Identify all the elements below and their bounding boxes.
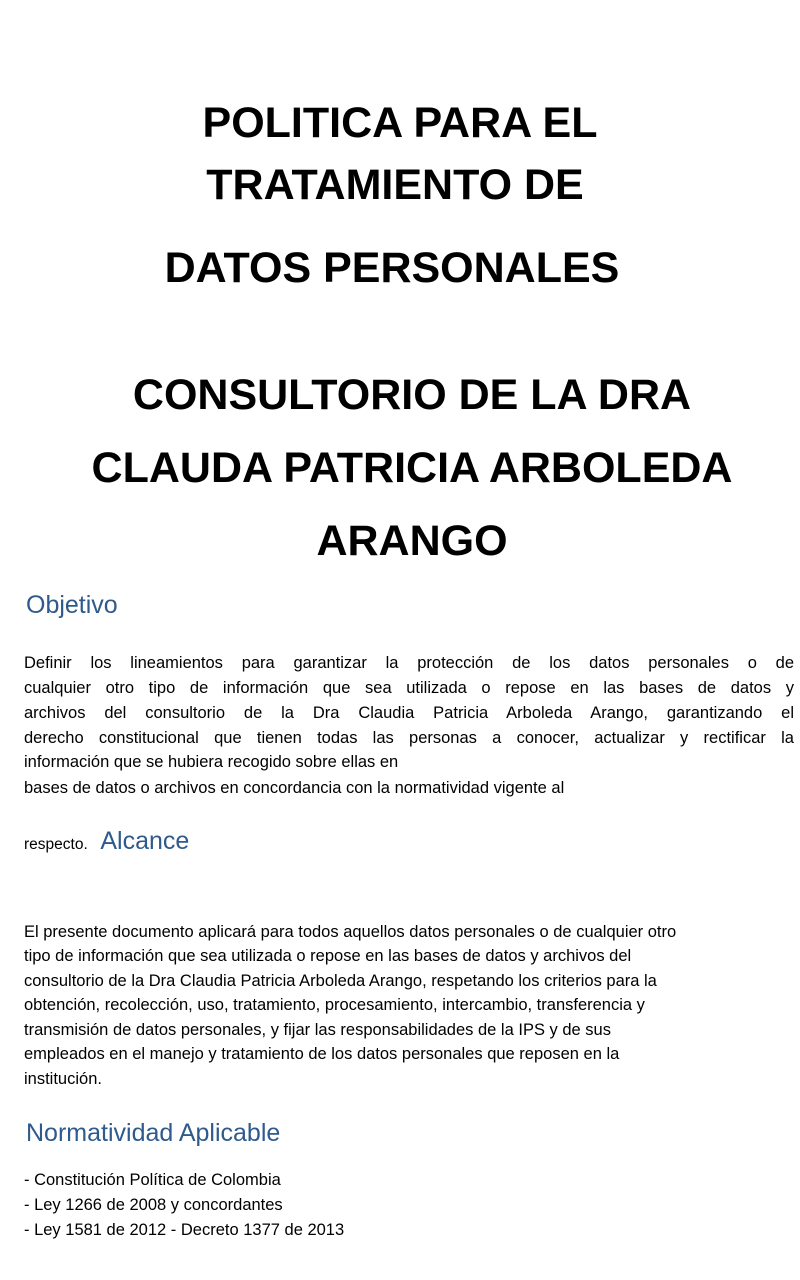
normatividad-list-item: - Ley 1266 de 2008 y concordantes <box>24 1196 283 1214</box>
document-title-line-1: POLITICA PARA EL <box>202 99 598 147</box>
document-title-line-2: TRATAMIENTO DE <box>206 161 584 209</box>
section-heading-normatividad: Normatividad Aplicable <box>26 1119 281 1147</box>
objetivo-text-line: información que se hubiera recogido sobre ellas en <box>24 753 399 771</box>
alcance-text-line: institución. <box>24 1070 102 1088</box>
section-heading-alcance: Alcance <box>100 827 190 855</box>
alcance-text-line: El presente documento aplicará para todos aquellos datos personales o de cualquier otro <box>24 923 677 941</box>
alcance-text-line: empleados en el manejo y tratamiento de los datos personales que reposen en la <box>24 1045 620 1063</box>
document-title-line-6: ARANGO <box>316 517 508 565</box>
alcance-text-line: consultorio de la Dra Claudia Patricia Arboleda Arango, respetando los criterios para la <box>24 972 657 990</box>
objetivo-text-line: bases de datos o archivos en concordancia con la normatividad vigente al <box>24 779 565 797</box>
objetivo-text-line: Definir los lineamientos para garantizar la protección de los datos personales o de <box>24 654 794 672</box>
objetivo-text-line: archivos del consultorio de la Dra Claudia Patricia Arboleda Arango, garantizando el <box>24 704 794 722</box>
document-title-line-5: CLAUDA PATRICIA ARBOLEDA <box>91 444 733 492</box>
document-title-line-4: CONSULTORIO DE LA DRA <box>132 371 692 419</box>
normatividad-list-item: - Ley 1581 de 2012 - Decreto 1377 de 2013 <box>24 1221 345 1239</box>
objetivo-text-line: derecho constitucional que tienen todas las personas a conocer, actualizar y rectificar la <box>24 729 794 747</box>
objetivo-last-line <box>24 826 189 860</box>
alcance-text-line: tipo de información que sea utilizada o repose en las bases de datos y archivos del <box>24 947 632 965</box>
objetivo-text-line: cualquier otro tipo de información que sea utilizada o repose en las bases de datos y <box>24 679 794 697</box>
document-title-line-3: DATOS PERSONALES <box>164 244 620 292</box>
normatividad-list-item: - Constitución Política de Colombia <box>24 1171 281 1189</box>
alcance-text-line: transmisión de datos personales, y fijar las responsabilidades de la IPS y de sus <box>24 1021 611 1039</box>
section-heading-objetivo: Objetivo <box>26 591 118 619</box>
objetivo-text-end: respecto. <box>24 836 88 853</box>
alcance-text-line: obtención, recolección, uso, tratamiento, procesamiento, intercambio, transferencia y <box>24 996 645 1014</box>
